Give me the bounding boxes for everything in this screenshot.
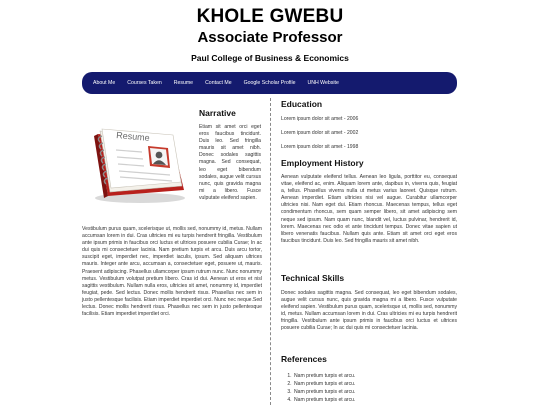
page-title: KHOLE GWEBU <box>196 6 344 27</box>
nav-item-contact-me[interactable]: Contact Me <box>205 80 232 86</box>
college-name: Paul College of Business & Economics <box>191 53 349 63</box>
nav-item-courses-taken[interactable]: Courses Taken <box>127 80 162 86</box>
column-divider <box>270 98 271 405</box>
references-heading: References <box>281 354 327 364</box>
reference-item: 1. Nam pretium turpis et arcu. <box>293 372 355 380</box>
reference-item: 4. Nam pretium turpis et arcu. <box>293 396 355 404</box>
job-title: Associate Professor <box>197 29 343 46</box>
education-heading: Education <box>281 99 323 109</box>
employment-heading: Employment History <box>281 158 364 168</box>
reference-item: 3. Nam pretium turpis et arcu. <box>293 388 355 396</box>
skills-text: Donec sodales sagittis magna. Sed consequat, leo eget bibendum sodales, augue velit cursus nunc, quis gravida magna mi a libero. Fusce vulputate eleifend sapien. Vestibulum purus quam, scelerisque ut, mollis sed, nonummy id, metus. Nullam accumsan lorem in dui. Cras ultricies mi eu turpis hendrerit fringilla. Vestibulum ante ipsum primis in faucibus orci luctus et ultrices posuere cubilia Curae; In ac dui quis mi consectetuer lacinia. <box>281 290 457 332</box>
resume-label: Resume <box>115 130 151 143</box>
nav-item-about-me[interactable]: About Me <box>93 80 116 86</box>
references-list <box>281 372 355 404</box>
nav-item-unh-website[interactable]: UNH Website <box>307 80 339 86</box>
education-item: Lorem ipsum dolor sit amet - 2002 <box>281 130 359 136</box>
nav-item-resume[interactable]: Resume <box>173 80 194 86</box>
nav-bar <box>82 72 457 94</box>
narrative-body-text: Vestibulum purus quam, scelerisque ut, mollis sed, nonummy id, metus. Nullam accumsan lorem in dui. Cras ultricies mi eu turpis hendrerit fringilla. Vestibulum ante ipsum primis in faucibus orci luctus et ultrices posuere cubilia Curae; In ac dui quis mi consectetuer lacinia. Nam pretium turpis et arcu. Duis arcu tortor, suscipit eget, imperdiet nec, imperdiet iaculis, ipsum. Sed aliquam ultrices mauris. Integer ante arcu, accumsan a, consectetuer eget, posuere ut, mauris. Praesent adipiscing. Phasellus ullamcorper ipsum rutrum nunc. Nunc nonummy metus. Vestibulum volutpat pretium libero. Cras id dui. Aenean ut eros et nisl sagittis vestibulum. Nullam nulla eros, ultricies sit amet, nonummy id, imperdiet feugiat, pede. Sed lectus. Donec mollis hendrerit risus. Phasellus nec sem in justo pellentesque facilisis. Etiam imperdiet imperdiet orci. Nunc nec neque.Sed lectus. Donec mollis hendrerit risus. Phasellus nec sem in justo pellentesque facilisis. Etiam imperdiet imperdiet orci. <box>82 226 262 318</box>
resume-book-image <box>80 120 190 204</box>
narrative-heading: Narrative <box>199 108 236 118</box>
narrative-intro-text: Etiam sit amet orci eget eros faucibus tincidunt. Duis leo. Sed fringilla mauris sit amet nibh. Donec sodales sagittis magna. Sed consequat, leo eget bibendum sodales, augue velit cursus nunc, quis gravida magna mi a libero. Fusce vulputate eleifend sapien. <box>199 124 261 201</box>
reference-item: 2. Nam pretium turpis et arcu. <box>293 380 355 388</box>
skills-heading: Technical Skills <box>281 273 345 283</box>
employment-text: Aenean vulputate eleifend tellus. Aenean leo ligula, porttitor eu, consequat vitae, eleifend ac, enim. Aliquam lorem ante, dapibus in, viverra quis, feugiat a, tellus. Phasellus viverra nulla ut metus varius laoreet. Quisque rutrum. Aenean imperdiet. Etiam ultricies nisi vel augue. Curabitur ullamcorper ultricies nisi. Nam eget dui. Etiam rhoncus. Maecenas tempus, tellus eget condimentum rhoncus, sem quam semper libero, sit amet adipiscing sem neque sed ipsum. Nam quam nunc, blandit vel, luctus pulvinar, hendrerit id, lorem. Maecenas nec odio et ante tincidunt tempus. Donec vitae sapien ut libero venenatis faucibus. Nullam quis ante. Etiam sit amet orci eget eros faucibus tincidunt. Duis leo. Sed fringilla mauris sit amet nibh. <box>281 174 457 244</box>
education-item: Lorem ipsum dolor sit amet - 2006 <box>281 116 359 122</box>
education-item: Lorem ipsum dolor sit amet - 1998 <box>281 144 359 150</box>
nav-item-google-scholar[interactable]: Google Scholar Profile <box>243 80 296 86</box>
